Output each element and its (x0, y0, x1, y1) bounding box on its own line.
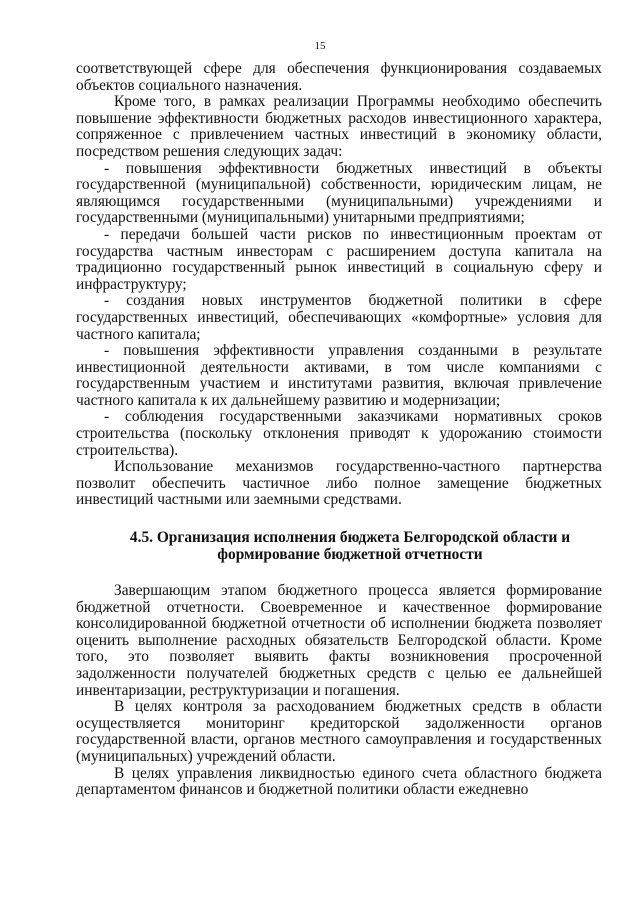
section-heading-line-1: 4.5. Организация исполнения бюджета Белгородской области и (129, 529, 571, 547)
list-item-asset-management: - повышения эффективности управления созданными в результате инвестиционной деятельности активами, в том числе компаниями с государственным участием и институтами развития, включая привлечение частного капитала к их дальнейшему развитию и модернизации; (76, 342, 602, 409)
list-item-construction-deadlines: - соблюдения государственными заказчиками нормативных сроков строительства (поскольку отклонения приводят к удорожанию стоимости строительства). (76, 408, 602, 459)
paragraph-ppp: Использование механизмов государственно-частного партнерства позволит обеспечить частичное либо полное замещение бюджетных инвестиций частными или заемными средствами. (76, 458, 602, 509)
page-number: 15 (314, 40, 326, 52)
paragraph-reporting: Завершающим этапом бюджетного процесса является формирование бюджетной отчетности. Своевременное и качественное формирование консолидированной бюджетной отчетности об исполнении бюджета позволяет оценить выполнение расходных обязательств Белгородской области. Кроме того, это позволяет выявить факты возникновения просроченной задолженности получателей бюджетных средств с целью ее дальнейшей инвентаризации, реструктуризации и погашения. (76, 582, 602, 699)
section-heading (76, 529, 602, 563)
paragraph-monitoring: В целях контроля за расходованием бюджетных средств в области осуществляется мониторинг кредиторской задолженности органов государственной власти, органов местного самоуправления и государственных (муниципальных) учреждений области. (76, 698, 602, 765)
list-item-new-instruments: - создания новых инструментов бюджетной политики в сфере государственных инвестиций, обеспечивающих «комфортные» условия для частного капитала; (76, 292, 602, 343)
list-item-risk-transfer: - передачи большей части рисков по инвестиционным проектам от государства частным инвесторам с расширением доступа капитала на традиционно государственный рынок инвестиций в социальную сферу и инфраструктуру; (76, 225, 602, 293)
document-body (76, 61, 602, 799)
paragraph-program-efficiency: Кроме того, в рамках реализации Программы необходимо обеспечить повышение эффективности бюджетных расходов инвестиционного характера, сопряженное с привлечением частных инвестиций в экономику области, посредством решения следующих задач: (76, 93, 602, 160)
section-heading-line-2: формирование бюджетной отчетности (217, 546, 483, 564)
paragraph-liquidity: В целях управления ликвидностью единого счета областного бюджета департаментом финансов и бюджетной политики области ежедневно (76, 764, 602, 799)
list-item-budget-investments: - повышения эффективности бюджетных инвестиций в объекты государственной (муниципальной) собственности, юридическим лицам, не являющимся государственными (муниципальными) учреждениями и государственными (муниципальными) унитарными предприятиями; (76, 159, 602, 227)
paragraph-continuation: соответствующей сфере для обеспечения функционирования создаваемых объектов социального назначения. (76, 60, 602, 94)
